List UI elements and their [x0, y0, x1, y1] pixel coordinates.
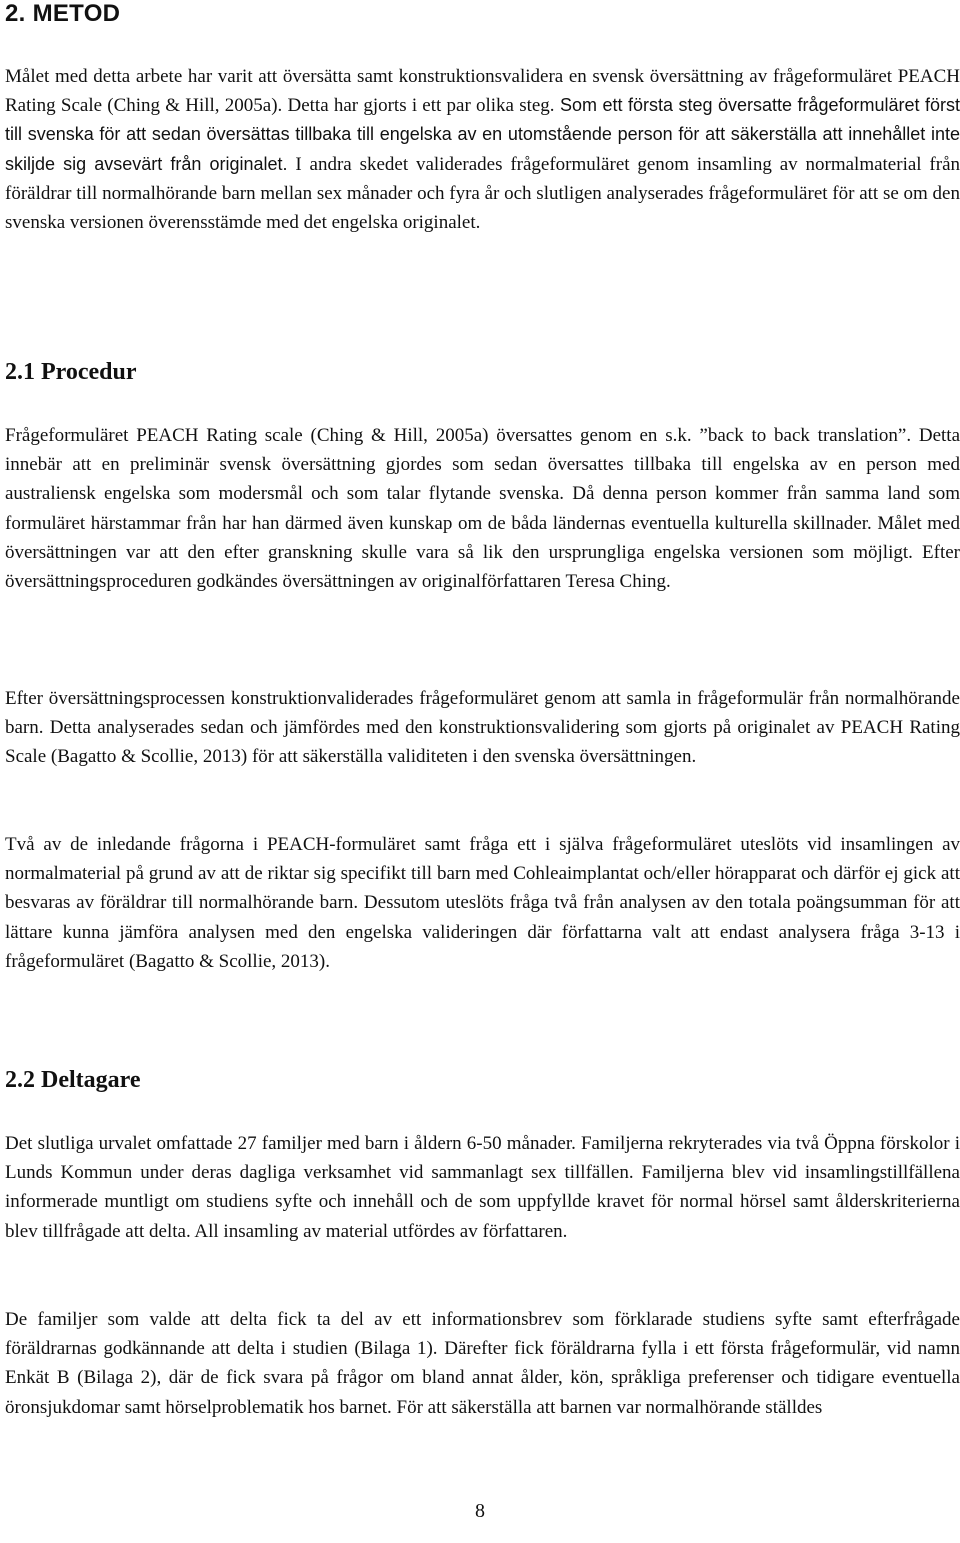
section-heading-metod: 2. METOD — [5, 0, 121, 27]
procedur-paragraph-3: Två av de inledande frågorna i PEACH-formuläret samt fråga ett i själva frågeformuläret uteslöts vid insamlingen av normalmaterial på grund av att de riktar sig specifikt till barn med Cohleaimplantat och/eller hörapparat och därför ej gick att besvaras av föräldrar till normalhörande barn. Dessutom uteslöts fråga två från analysen av den totala poängsumman för att lättare kunna jämföra analysen med den engelska valideringen där författarna valt att endast analysera fråga 3-13 i frågeformuläret (Bagatto & Scollie, 2013). — [5, 834, 960, 972]
intro-paragraph — [5, 62, 960, 237]
intro-text-part3: I andra skedet validerades frågeformuläret genom insamling av normalmaterial från föräldrar till normalhörande barn mellan sex månader och fyra år och slutligen analyserades frågeformuläret för att se om den svenska versionen överensstämde med det engelska originalet. — [5, 153, 960, 234]
procedur-paragraph-1: Frågeformuläret PEACH Rating scale (Ching & Hill, 2005a) översattes genom en s.k. ”back to back translation”. Detta innebär att en preliminär svensk översättning gjordes som sedan översattes tillbaka till engelska av en person med australiensk engelska som modersmål och som talar flytande svenska. Då denna person kommer från samma land som formuläret härstammar från har han därmed även kunskap om de båda ländernas eventuella kulturella skillnader. Målet med översättningen var att den efter granskning skulle vara så lik den ursprungliga engelska versionen som möjligt. Efter översättningsproceduren godkändes översättningen av originalförfattaren Teresa Ching. — [5, 425, 960, 593]
page-number: 8 — [475, 1500, 485, 1522]
section-heading-deltagare: 2.2 Deltagare — [5, 1067, 141, 1093]
deltagare-paragraph-2: De familjer som valde att delta fick ta del av ett informationsbrev som förklarade studiens syfte samt efterfrågade föräldrarnas godkännande att delta i studien (Bilaga 1). Därefter fick föräldrarna fylla i ett första frågeformulär, vid namn Enkät B (Bilaga 2), där de fick svara på frågor om bland annat ålder, kön, språkliga preferenser och tidigare eventuella öronsjukdomar samt hörselproblematik hos barnet. För att säkerställa att barnen var normalhörande ställdes — [5, 1309, 960, 1418]
deltagare-paragraph-1: Det slutliga urvalet omfattade 27 familjer med barn i åldern 6-50 månader. Familjerna rekryterades via två Öppna förskolor i Lunds Kommun under deras dagliga verksamhet vid sammanlagt sex tillfällen. Familjerna blev vid insamlingstillfällena informerade muntligt om studiens syfte och innehåll och de som uppfyllde kravet för normal hörsel samt ålderskriterierna blev tillfrågade att delta. All insamling av material utfördes av författaren. — [5, 1133, 960, 1242]
intro-text-part2: Som ett första steg översatte frågeformuläret först till svenska för att sedan översättas tillbaka till engelska av en utomstående person för att säkerställa att innehållet inte skiljde sig avsevärt från originalet. — [5, 95, 960, 174]
section-heading-procedur: 2.1 Procedur — [5, 359, 137, 385]
procedur-paragraph-2: Efter översättningsprocessen konstruktionvaliderades frågeformuläret genom att samla in frågeformulär från normalhörande barn. Detta analyserades sedan och jämfördes med den konstruktionsvalidering som gjorts på originalet av PEACH Rating Scale (Bagatto & Scollie, 2013) för att säkerställa validiteten i den svenska översättningen. — [5, 688, 960, 768]
intro-text-part1: Målet med detta arbete har varit att översätta samt konstruktionsvalidera en svensk översättning av frågeformuläret PEACH Rating Scale (Ching & Hill, 2005a). Detta har gjorts i ett par olika steg. — [5, 66, 960, 117]
